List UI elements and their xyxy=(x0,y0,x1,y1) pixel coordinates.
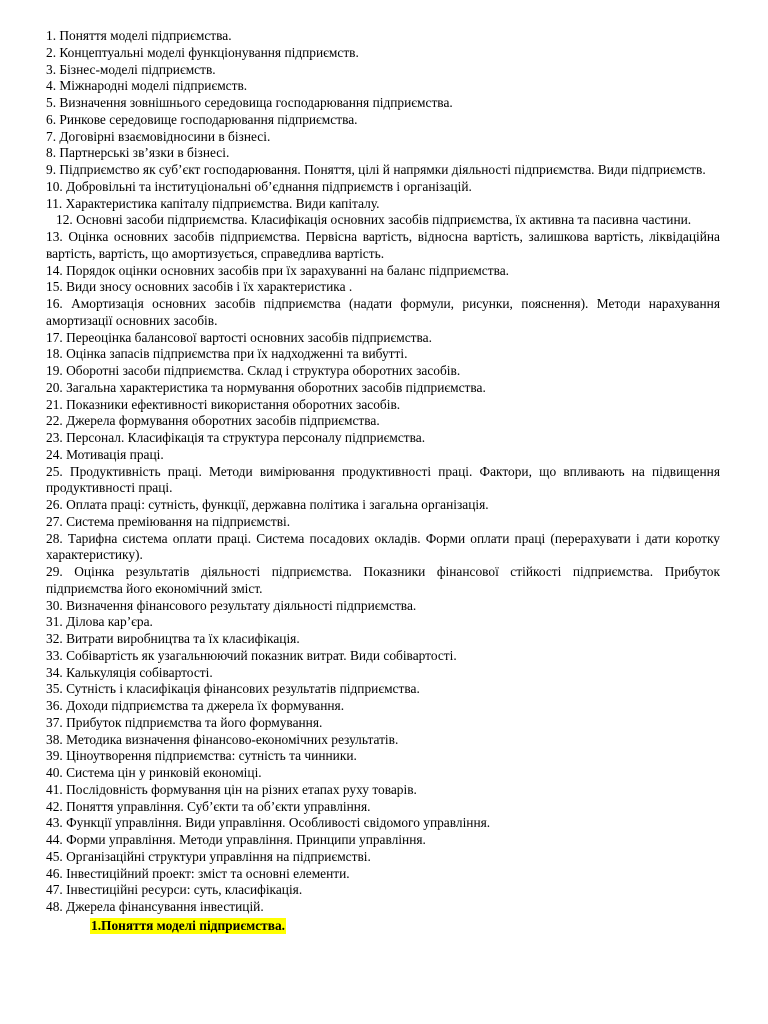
list-item: 8. Партнерські зв’язки в бізнесі. xyxy=(46,145,230,161)
list-item: 33. Собівартість як узагальнюючий показник витрат. Види собівартості. xyxy=(46,647,457,663)
list-item: 13. Оцінка основних засобів підприємства. Первісна вартість, відносна вартість, залишкова вартість, ліквідаційна вартість, вартість, що амортизується, справедлива вартість. xyxy=(46,229,720,261)
list-item: 39. Ціноутворення підприємства: сутність та чинники. xyxy=(46,748,357,764)
list-item: 6. Ринкове середовище господарювання підприємства. xyxy=(46,111,358,127)
list-item: 4. Міжнародні моделі підприємств. xyxy=(46,78,248,94)
list-item: 40. Система цін у ринковій економіці. xyxy=(46,765,262,780)
list-item: 29. Оцінка результатів діяльності підприємства. Показники фінансової стійкості підприємства. Прибуток підприємства його економічний зміст. xyxy=(46,564,720,596)
list-item: 27. Система преміювання на підприємстві. xyxy=(46,513,291,529)
list-item: 12. Основні засоби підприємства. Класифікація основних засобів підприємства, їх активна та пасивна частини. xyxy=(56,212,692,228)
list-item: 9. Підприємство як суб’єкт господарювання. Поняття, цілі й напрямки діяльності підприємства. Види підприємств. xyxy=(46,162,706,177)
list-item: 18. Оцінка запасів підприємства при їх надходженні та вибутті. xyxy=(46,346,408,362)
list-item: 22. Джерела формування оборотних засобів підприємства. xyxy=(46,413,380,429)
list-item: 2. Концептуальні моделі функціонування підприємств. xyxy=(46,44,359,60)
list-item: 16. Амортизація основних засобів підприємства (надати формули, рисунки, пояснення). Методи нарахування амортизації основних засобів. xyxy=(46,296,720,328)
list-item: 11. Характеристика капіталу підприємства. Види капіталу. xyxy=(46,195,380,211)
list-item: 7. Договірні взаємовідносини в бізнесі. xyxy=(46,128,271,144)
list-item: 17. Переоцінка балансової вартості основних засобів підприємства. xyxy=(46,329,432,345)
list-item: 44. Форми управління. Методи управління. Принципи управління. xyxy=(46,832,426,847)
list-item: 34. Калькуляція собівартості. xyxy=(46,664,213,680)
list-item: 24. Мотивація праці. xyxy=(46,446,164,462)
list-item: 36. Доходи підприємства та джерела їх формування. xyxy=(46,698,345,713)
highlighted-section-heading: 1.Поняття моделі підприємства. xyxy=(91,917,286,933)
list-item: 23. Персонал. Класифікація та структура персоналу підприємства. xyxy=(46,430,426,445)
list-item: 21. Показники ефективності використання оборотних засобів. xyxy=(46,396,401,412)
list-item: 30. Визначення фінансового результату діяльності підприємства. xyxy=(46,597,417,613)
exam-topics-list xyxy=(46,28,720,916)
list-item: 1. Поняття моделі підприємства. xyxy=(46,28,232,43)
list-item: 26. Оплата праці: сутність, функції, державна політика і загальна організація. xyxy=(46,497,489,512)
list-item: 10. Добровільні та інституціональні об’єднання підприємств і організацій. xyxy=(46,178,472,194)
section-heading-wrapper xyxy=(90,917,720,935)
list-item: 35. Сутність і класифікація фінансових результатів підприємства. xyxy=(46,681,420,697)
list-item: 32. Витрати виробництва та їх класифікація. xyxy=(46,631,300,646)
list-item: 41. Послідовність формування цін на різних етапах руху товарів. xyxy=(46,781,417,797)
list-item: 28. Тарифна система оплати праці. Система посадових окладів. Форми оплати праці (перерахувати і дати коротку характеристику). xyxy=(46,530,720,563)
list-item: 46. Інвестиційний проект: зміст та основні елементи. xyxy=(46,865,350,881)
list-item: 20. Загальна характеристика та нормування оборотних засобів підприємства. xyxy=(46,379,486,395)
list-item: 43. Функції управління. Види управління. Особливості свідомого управління. xyxy=(46,815,491,831)
list-item: 38. Методика визначення фінансово-економічних результатів. xyxy=(46,731,399,747)
list-item: 15. Види зносу основних засобів і їх характеристика . xyxy=(46,279,353,295)
list-item: 37. Прибуток підприємства та його формування. xyxy=(46,714,323,730)
list-item: 31. Ділова кар’єра. xyxy=(46,614,153,630)
list-item: 47. Інвестиційні ресурси: суть, класифікація. xyxy=(46,882,303,898)
list-item: 25. Продуктивність праці. Методи вимірювання продуктивності праці. Фактори, що впливають на підвищення продуктивності праці. xyxy=(46,463,720,496)
list-item: 19. Оборотні засоби підприємства. Склад і структура оборотних засобів. xyxy=(46,363,461,378)
list-item: 42. Поняття управління. Суб’єкти та об’єкти управління. xyxy=(46,798,371,814)
list-item: 14. Порядок оцінки основних засобів при їх зарахуванні на баланс підприємства. xyxy=(46,262,510,278)
list-item: 5. Визначення зовнішнього середовища господарювання підприємства. xyxy=(46,95,453,110)
list-item: 45. Організаційні структури управління на підприємстві. xyxy=(46,848,371,864)
list-item: 48. Джерела фінансування інвестицій. xyxy=(46,899,264,914)
list-item: 3. Бізнес-моделі підприємств. xyxy=(46,61,216,77)
